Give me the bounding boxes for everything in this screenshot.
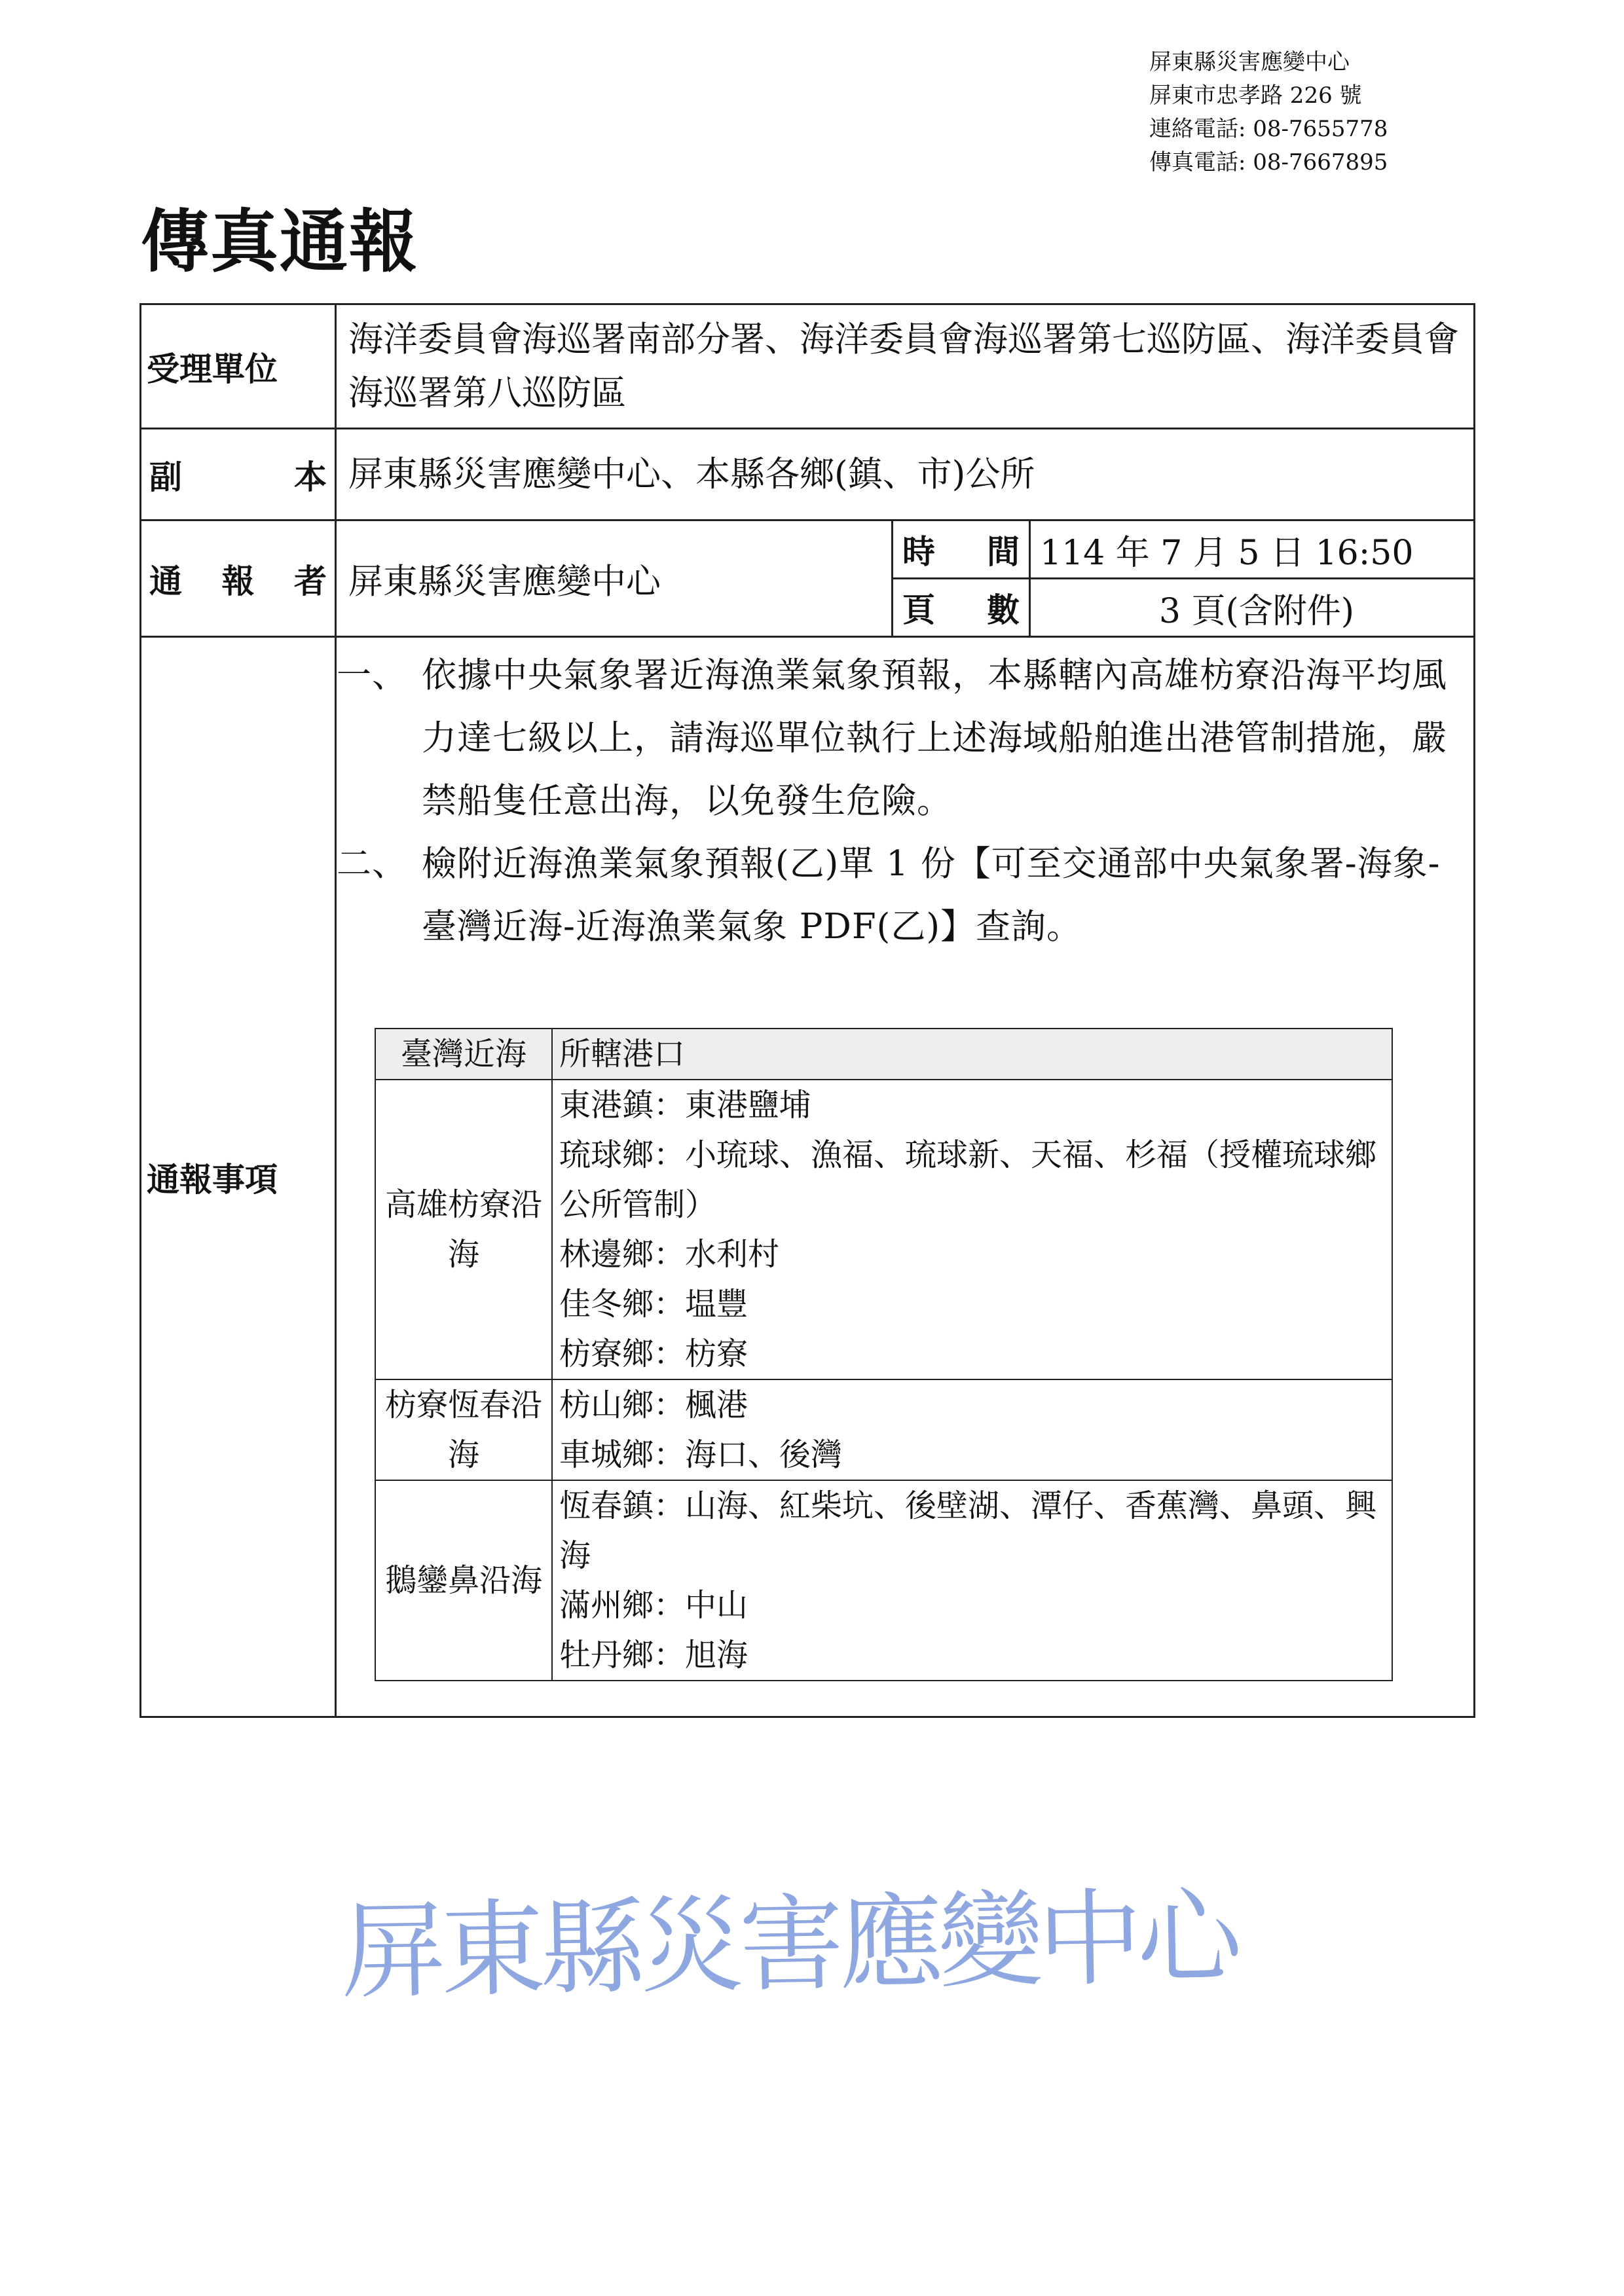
- copy-row: [141, 429, 1475, 520]
- pages-value: 3 頁(含附件): [1158, 591, 1355, 631]
- sender-address: 屏東市忠孝路 226 號: [1149, 82, 1362, 109]
- sender-name: 屏東縣災害應變中心: [1149, 49, 1350, 75]
- time-label-char-1: 時: [902, 533, 935, 571]
- items-label: 通報事項: [147, 1160, 278, 1199]
- sender-phone: 連絡電話: 08-7655778: [1149, 116, 1388, 142]
- copy-label-char-1: 副: [149, 458, 182, 496]
- area-cell: 鵝鑾鼻沿海: [375, 1480, 552, 1681]
- port-line: 滿州鄉：中山: [559, 1587, 748, 1624]
- ports-cell: [552, 1080, 1392, 1379]
- reporter-row: [141, 520, 1475, 637]
- copy-label-char-2: 本: [294, 458, 327, 496]
- table-row: [375, 1080, 1392, 1379]
- port-line: 佳冬鄉：塭豐: [559, 1286, 748, 1322]
- items-row: [141, 637, 1475, 1717]
- recipient-value: 海洋委員會海巡署南部分署、海洋委員會海巡署第七巡防區、海洋委員會海巡署第八巡防區: [348, 319, 1459, 413]
- port-line: 東港鎮：東港鹽埔: [559, 1087, 811, 1123]
- pages-label-char-1: 頁: [902, 591, 935, 629]
- header-area: 臺灣近海: [375, 1029, 552, 1080]
- sender-fax: 傳真電話: 08-7667895: [1149, 149, 1388, 175]
- reporter-split: [337, 521, 1473, 636]
- time-label: [893, 521, 1031, 577]
- ports-cell: [552, 1379, 1392, 1480]
- official-stamp: 屏東縣災害應變中心: [340, 1875, 1238, 2014]
- notice-item: [337, 644, 1473, 833]
- reporter-label-char-2: 報: [221, 562, 255, 600]
- area-cell: 高雄枋寮沿海: [375, 1080, 552, 1379]
- time-value: 114 年 7 月 5 日 16:50: [1040, 533, 1414, 573]
- reporter-label-char-1: 通: [149, 562, 182, 600]
- copy-label: [141, 451, 335, 498]
- port-line: 琉球鄉：小琉球、漁福、琉球新、天福、杉福（授權琉球鄉公所管制）: [559, 1137, 1377, 1223]
- recipient-row: [141, 304, 1475, 429]
- port-line: 枋山鄉：楓港: [559, 1387, 748, 1423]
- reporter-label: [141, 555, 335, 602]
- table-row: [375, 1379, 1392, 1480]
- area-cell: 枋寮恆春沿海: [375, 1379, 552, 1480]
- port-line: 恆春鎮：山海、紅柴坑、後壁湖、潭仔、香蕉灣、鼻頭、興海: [559, 1487, 1377, 1574]
- pages-label: [893, 579, 1031, 636]
- notice-item-number: 二、: [337, 844, 407, 884]
- notice-item-text: 依據中央氣象署近海漁業氣象預報，本縣轄內高雄枋寮沿海平均風力達七級以上，請海巡單位執行上述海域船舶進出港管制措施，嚴禁船隻任意出海，以免發生危險。: [422, 655, 1447, 821]
- reporter-value: 屏東縣災害應變中心: [348, 561, 661, 602]
- port-line: 車城鄉：海口、後灣: [559, 1436, 843, 1473]
- port-line: 枋寮鄉：枋寮: [559, 1336, 748, 1372]
- notice-items: [337, 638, 1473, 958]
- port-line: 牡丹鄉：旭海: [559, 1637, 748, 1673]
- pages-row: [893, 577, 1473, 636]
- document-title: 傳真通報: [141, 202, 419, 282]
- reporter-label-char-3: 者: [294, 562, 327, 600]
- table-row: [375, 1480, 1392, 1681]
- recipient-label: 受理單位: [147, 350, 278, 388]
- header-ports: 所轄港口: [552, 1029, 1392, 1080]
- fax-form-table: [139, 303, 1475, 1718]
- notice-item-number: 一、: [337, 655, 407, 695]
- ports-table-header: [375, 1029, 1392, 1080]
- notice-item: [337, 833, 1473, 958]
- port-line: 林邊鄉：水利村: [559, 1236, 780, 1273]
- ports-cell: [552, 1480, 1392, 1681]
- sender-info: [1149, 46, 1516, 179]
- pages-label-char-2: 數: [987, 591, 1020, 629]
- time-pages-block: [891, 521, 1473, 636]
- ports-table: [375, 1028, 1393, 1681]
- time-label-char-2: 間: [987, 533, 1020, 571]
- copy-value: 屏東縣災害應變中心、本縣各鄉(鎮、市)公所: [348, 454, 1035, 494]
- notice-item-text: 檢附近海漁業氣象預報(乙)單 1 份【可至交通部中央氣象署-海象-臺灣近海-近海漁業氣象 PDF(乙)】查詢。: [422, 844, 1441, 947]
- time-row: [893, 521, 1473, 577]
